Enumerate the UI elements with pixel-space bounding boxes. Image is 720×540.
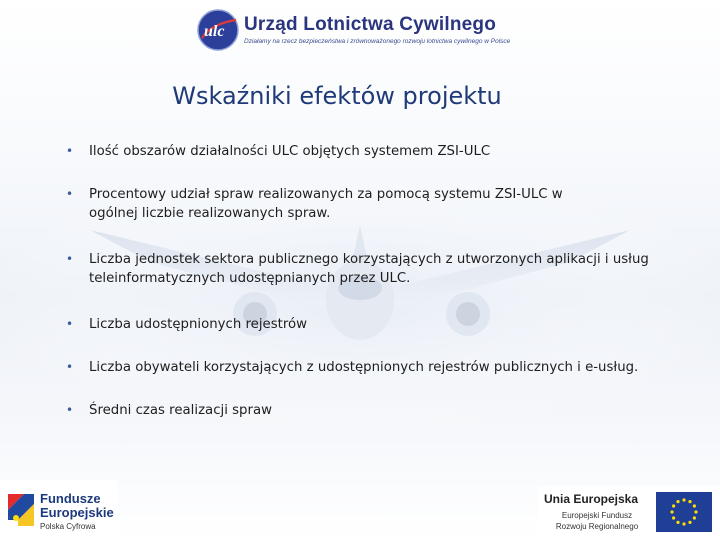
bullet-marker-icon: • [66,403,74,417]
header [196,8,556,52]
bullet-text: Liczba udostępnionych rejestrów [89,317,308,332]
org-name: Urząd Lotnictwa Cywilnego [244,14,497,35]
ue-title: Unia Europejska [544,492,639,506]
bullet-text: Liczba obywateli korzystających z udostępnionych rejestrów publicznych i e-usług. [89,360,639,375]
fe-logo-icon [4,490,38,530]
bullet-marker-icon: • [66,144,74,158]
bullet-marker-icon: • [66,252,74,266]
bullet-marker-icon: • [66,317,74,331]
org-tagline: Działamy na rzecz bezpieczeństwa i zrównoważonego rozwoju lotnictwa cywilnego w Polsce [244,38,511,45]
ulc-logo-icon [196,8,240,52]
unia-europejska-logo [538,486,720,540]
fe-title: Fundusze Europejskie [40,491,114,520]
ue-subtitle-line-2: Rozwoju Regionalnego [555,522,639,531]
bullet-text: Ilość obszarów działalności ULC objętych systemem ZSI-ULC [89,144,491,159]
fe-subtitle: Polska Cyfrowa [40,522,96,531]
slide-title: Wskaźniki efektów projektu [172,82,502,110]
eu-flag-icon [656,492,712,532]
bullet-text: Procentowy udział spraw realizowanych za pomocą systemu ZSI-ULC w ogólnej liczbie realizowanych spraw. [89,187,563,221]
bullet-marker-icon: • [66,360,74,374]
ue-subtitle [552,510,642,532]
fundusze-europejskie-logo [0,480,118,540]
bullet-text: Średni czas realizacji spraw [89,403,272,418]
ue-subtitle-line-1: Europejski Fundusz [561,511,633,520]
bullet-text: Liczba jednostek sektora publicznego korzystających z utworzonych aplikacji i usług teleinformatycznych udostępnianych przez ULC. [89,252,649,286]
bullet-marker-icon: • [66,187,74,201]
logo-text: ulc [204,23,225,40]
